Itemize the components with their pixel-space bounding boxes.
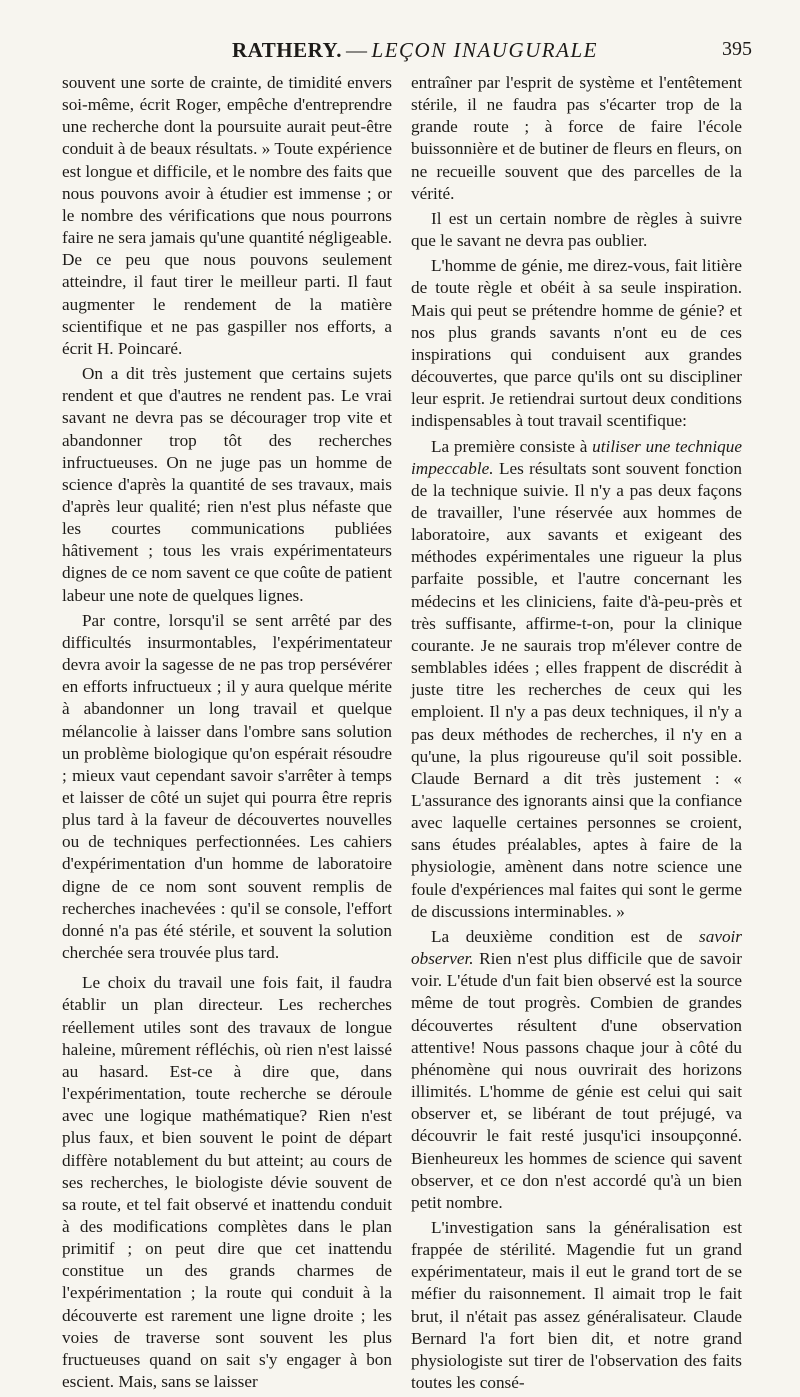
paragraph-rest: Les résultats sont souvent fonction de la technique suivie. Il n'y a pas deux façons de travailler, l'une réservée aux hommes de laboratoire, aux savants et exigeant des méthodes expérimentales une rigueur la plus parfaite possible, et l'autre concernant les médecins et les cliniciens, faite d'à-peu-près et très suffisante, affirme-t-on, pour la clinique courante. Je ne saurais trop m'élever contre de semblables idées ; elles frappent de discrédit à juste titre les recherches de ceux qui les emploient. Il n'y a pas deux techniques, il n'y a pas deux méthodes de recherches, il n'y en a qu'une, la plus rigoureuse qu'il soit possible. Claude Bernard a dit très justement : « L'assurance des ignorants ainsi que la confiance avec laquelle certaines personnes se croient, sans études préalables, aptes à faire de la physiologie, amènent dans notre science une foule d'expériences mal faites qui sont le germe de discussions interminables. » [411, 458, 742, 921]
paragraph-lead: La première consiste à [431, 436, 593, 456]
paragraph: Le choix du travail une fois fait, il faudra établir un plan directeur. Les recherches réellement utiles sont des travaux de longue haleine, mûrement réfléchis, où rien n'est laissé au hasard. Est-ce à dire que, dans l'expérimentation, toute recherche se déroule avec une logique mathématique? Rien n'est plus faux, et bien souvent le point de départ diffère notablement du but atteint; au cours de ses recherches, le biologiste dévie souvent de sa route, et tel fait observé et inattendu conduit à des modifications complètes dans le plan primitif ; on peut dire que cet inattendu constitue un des grands charmes de l'expérimentation ; la route qui conduit à la découverte est rarement une ligne droite ; les voies de traverse sont souvent les plus fructueuses quand on sait s'y engager à bon escient. Mais, sans se laisser [62, 973, 392, 1392]
emphasis: savoir observer. [411, 926, 742, 969]
paragraph: Il est un certain nombre de règles à suivre que le savant ne devra pas oublier. [411, 208, 742, 251]
running-title [232, 38, 598, 63]
page-number: 395 [722, 38, 752, 60]
emphasis: utiliser une technique impeccable. [411, 436, 742, 478]
paragraph: entraîner par l'esprit de système et l'entêtement stérile, il ne faudra pas s'écarter trop de la grande route ; à force de faire l'école buissonnière et de butiner de fleurs en fleurs, on ne recueille souvent que des parcelles de la vérité. [411, 73, 742, 203]
lecture-title: LEÇON INAUGURALE [371, 38, 598, 62]
paragraph-rest: Rien n'est plus difficile que de savoir voir. L'étude d'un fait bien observé est la source même de tout progrès. Combien de grandes découvertes résultent d'une observation attentive! Nous passons chaque jour à côté du phénomène qui nous ouvrirait des horizons illimités. L'homme de génie est celui qui sait observer et, se libérant de tout préjugé, va découvrir le fait resté jusqu'ici insoupçonné. Bienheureux les hommes de science qui savent observer, et ce don n'est accordé qu'à un bien petit nombre. [411, 949, 742, 1212]
left-column [62, 72, 392, 1396]
paragraph: L'homme de génie, me direz-vous, fait litière de toute règle et obéit à sa seule inspiration. Mais qui peut se prétendre homme de génie? et nos plus grands savants n'ont eu de ces inspirations qui conduisent aux grandes découvertes, que parce qu'ils ont su discipliner leur esprit. Je retiendrai surtout deux conditions indispensables à tout travail scentifique: [411, 256, 742, 431]
running-header [60, 38, 760, 68]
paragraph-lead: La deuxième condition est de [431, 926, 700, 946]
paragraph: L'investigation sans la généralisation est frappée de stérilité. Magendie fut un grand expérimentateur, mais il eut le grand tort de se méfier du raisonnement. Il aimait trop le fait brut, il n'était pas assez généralisateur. Claude Bernard l'a fort bien dit, et notre grand physiologiste sut tirer de l'observation des faits toutes les consé- [411, 1217, 742, 1393]
title-dash: — [346, 38, 368, 62]
right-column [411, 72, 742, 1397]
paragraph: Par contre, lorsqu'il se sent arrêté par des difficultés insurmontables, l'expérimentateur devra avoir la sagesse de ne pas trop persévérer en efforts infructueux ; il y aura quelque mérite à abandonner un long travail et quelque mélancolie à laisser dans l'ombre sans solution un problème biologique qu'on espérait résoudre ; mieux vaut cependant savoir s'arrêter à temps et laisser de côté un sujet qui pourra être repris plus tard à la faveur de découvertes nouvelles ou de techniques perfectionnées. Les cahiers d'expérimentation d'un homme de laboratoire digne de ce nom sont souvent remplis de recherches inachevées : qu'il se console, l'effort donné n'a pas été stérile, et souvent la solution cherchée sera trouvée plus tard. [62, 610, 392, 963]
paragraph: souvent une sorte de crainte, de timidité envers soi-même, écrit Roger, empêche d'entreprendre une recherche dont la poursuite aurait peut-être conduit à de beaux résultats. » Toute expérience est longue et difficile, et le nombre des faits que nous pouvons avoir à étudier est immense ; or le nombre des vérifications que nous pourrons faire ne sera jamais qu'une quantité négligeable. De ce peu que nous pouvons seulement atteindre, il faut tirer le meilleur parti. Il faut augmenter le rendement de la matière scientifique et ne pas gaspiller nos efforts, a écrit H. Poincaré. [62, 73, 392, 358]
author-name: RATHERY. [232, 38, 343, 62]
paragraph [411, 436, 742, 923]
paragraph: On a dit très justement que certains sujets rendent et que d'autres ne rendent pas. Le vrai savant ne devra pas se décourager trop vite et abandonner trop tôt des recherches infructueuses. On ne juge pas un homme de science d'après la quantité de ses travaux, mais d'après leur qualité; rien n'est plus néfaste que les courtes communications publiées hâtivement ; tous les vrais expérimentateurs dignes de ce nom savent ce que coûte de patient labeur une note de quelques lignes. [62, 364, 392, 605]
paragraph [411, 926, 742, 1214]
